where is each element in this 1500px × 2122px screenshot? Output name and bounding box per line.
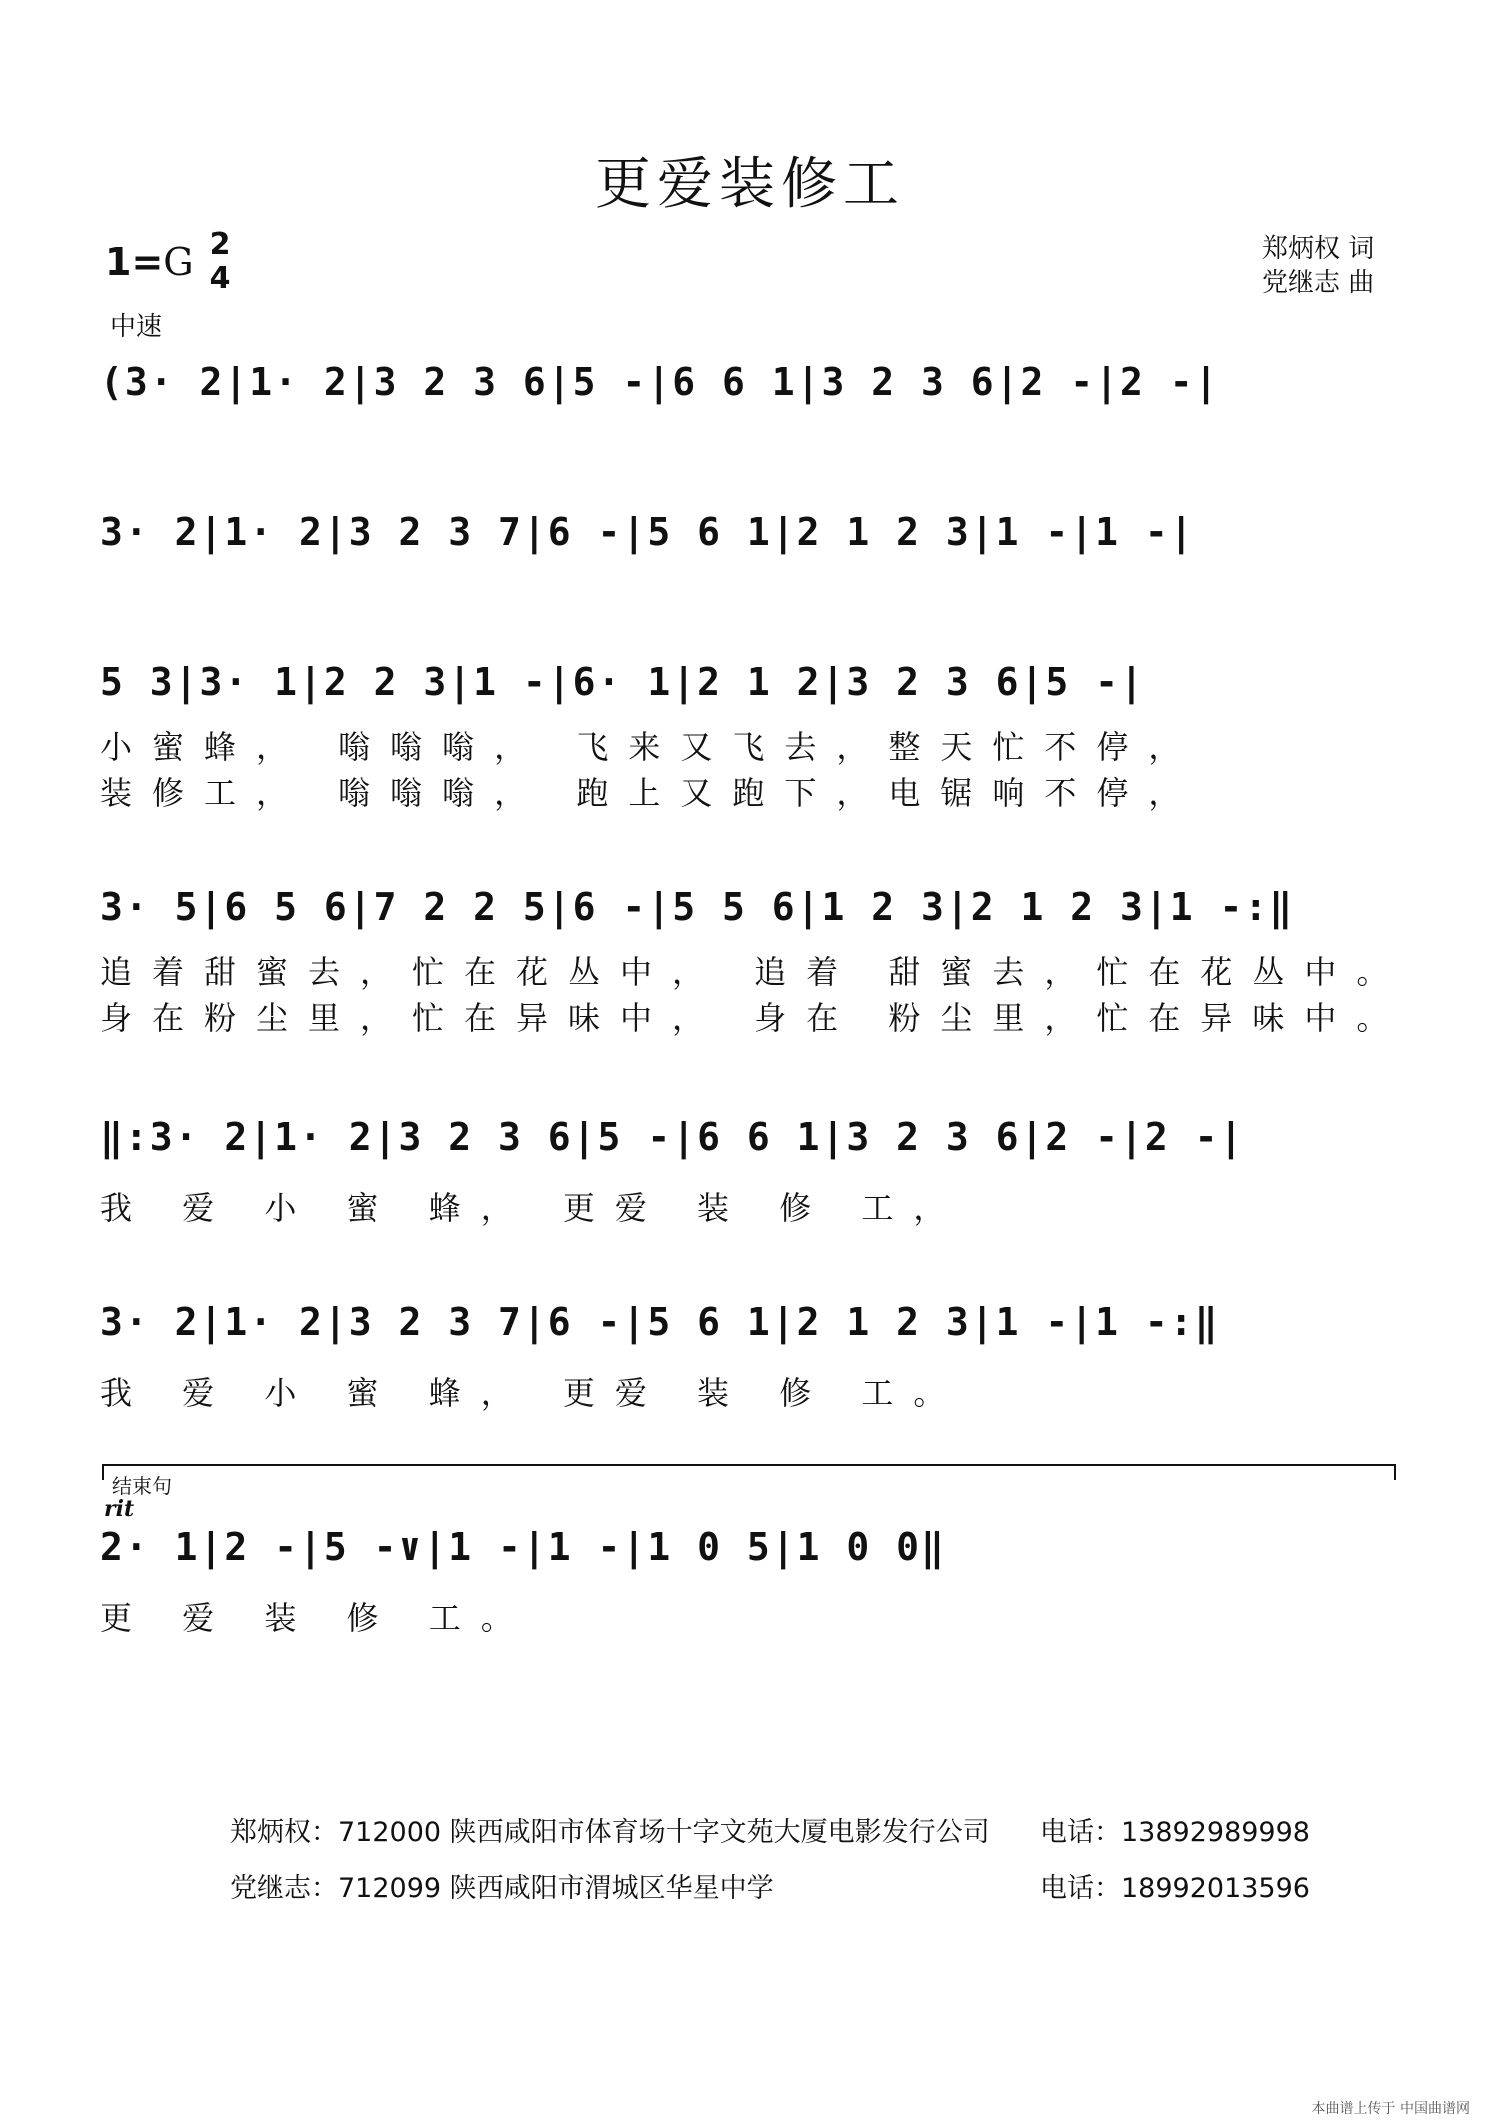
contact-lyricist-phone: 电话：13892989998 — [1040, 1817, 1310, 1848]
staff-row-1 — [100, 360, 1410, 490]
tempo-marking: 中速 — [110, 312, 163, 342]
notes-row-3: 5 3|3· 1|2 2 3|1 -|6· 1|2 1 2|3 2 3 6|5 -| — [100, 660, 1145, 704]
ending-label: 结束句 — [112, 1474, 172, 1498]
lyrics-row-3-verse-1: 小蜜蜂， 嗡嗡嗡， 飞来又飞去，整天忙不停， — [100, 728, 1201, 766]
staff-row-4 — [100, 885, 1410, 1037]
notes-ending: 2· 1|2 -|5 -∨|1 -|1 -|1 0 5|1 0 0‖ — [100, 1525, 946, 1569]
ending-bracket — [102, 1464, 1396, 1480]
notes-row-1: (3· 2|1· 2|3 2 3 6|5 -|6 6 1|3 2 3 6|2 -|2 -| — [100, 360, 1220, 404]
staff-row-2 — [100, 510, 1410, 640]
key-prefix: 1= — [105, 240, 164, 284]
staff-row-3 — [100, 660, 1410, 812]
lyrics-row-5: 我 爱 小 蜜 蜂， 更爱 装 修 工， — [100, 1189, 966, 1227]
time-signature — [205, 228, 235, 296]
key-note: G — [163, 240, 194, 284]
time-signature-top: 2 — [209, 227, 231, 262]
lyrics-row-4-verse-2: 身在粉尘里，忙在异味中， 身在 粉尘里，忙在异味中。 — [100, 999, 1409, 1037]
staff-row-6 — [100, 1300, 1410, 1430]
site-watermark: 本曲谱上传于 中国曲谱网 — [1311, 2101, 1470, 2117]
lyrics-row-3-verse-2: 装修工， 嗡嗡嗡， 跑上又跑下，电锯响不停， — [100, 774, 1201, 812]
lyrics-row-6: 我 爱 小 蜜 蜂， 更爱 装 修 工。 — [100, 1374, 966, 1412]
notes-row-4: 3· 5|6 5 6|7 2 2 5|6 -|5 5 6|1 2 3|2 1 2 3|1 -:‖ — [100, 885, 1295, 929]
lyrics-row-4-verse-1: 追着甜蜜去，忙在花丛中， 追着 甜蜜去，忙在花丛中。 — [100, 953, 1409, 991]
lyrics-ending: 更 爱 装 修 工。 — [100, 1599, 533, 1637]
time-signature-bottom: 4 — [209, 261, 231, 296]
contact-composer-phone: 电话：18992013596 — [1040, 1873, 1310, 1904]
page-title: 更爱装修工 — [595, 152, 905, 217]
staff-row-5 — [100, 1115, 1410, 1245]
notes-row-2: 3· 2|1· 2|3 2 3 7|6 -|5 6 1|2 1 2 3|1 -|1 -| — [100, 510, 1195, 554]
key-signature — [105, 240, 194, 284]
staff-ending — [100, 1525, 1410, 1655]
composer-credit: 党继志 曲 — [1262, 268, 1375, 298]
lyricist-credit: 郑炳权 词 — [1262, 234, 1375, 264]
ritardando-marking: rit — [104, 1496, 135, 1522]
notes-row-5: ‖:3· 2|1· 2|3 2 3 6|5 -|6 6 1|3 2 3 6|2 -|2 -| — [100, 1115, 1245, 1159]
notes-row-6: 3· 2|1· 2|3 2 3 7|6 -|5 6 1|2 1 2 3|1 -|1 -:‖ — [100, 1300, 1220, 1344]
contact-composer: 党继志：712099 陕西咸阳市渭城区华星中学 — [230, 1873, 774, 1904]
contact-lyricist: 郑炳权：712000 陕西咸阳市体育场十字文苑大厦电影发行公司 — [230, 1817, 990, 1848]
